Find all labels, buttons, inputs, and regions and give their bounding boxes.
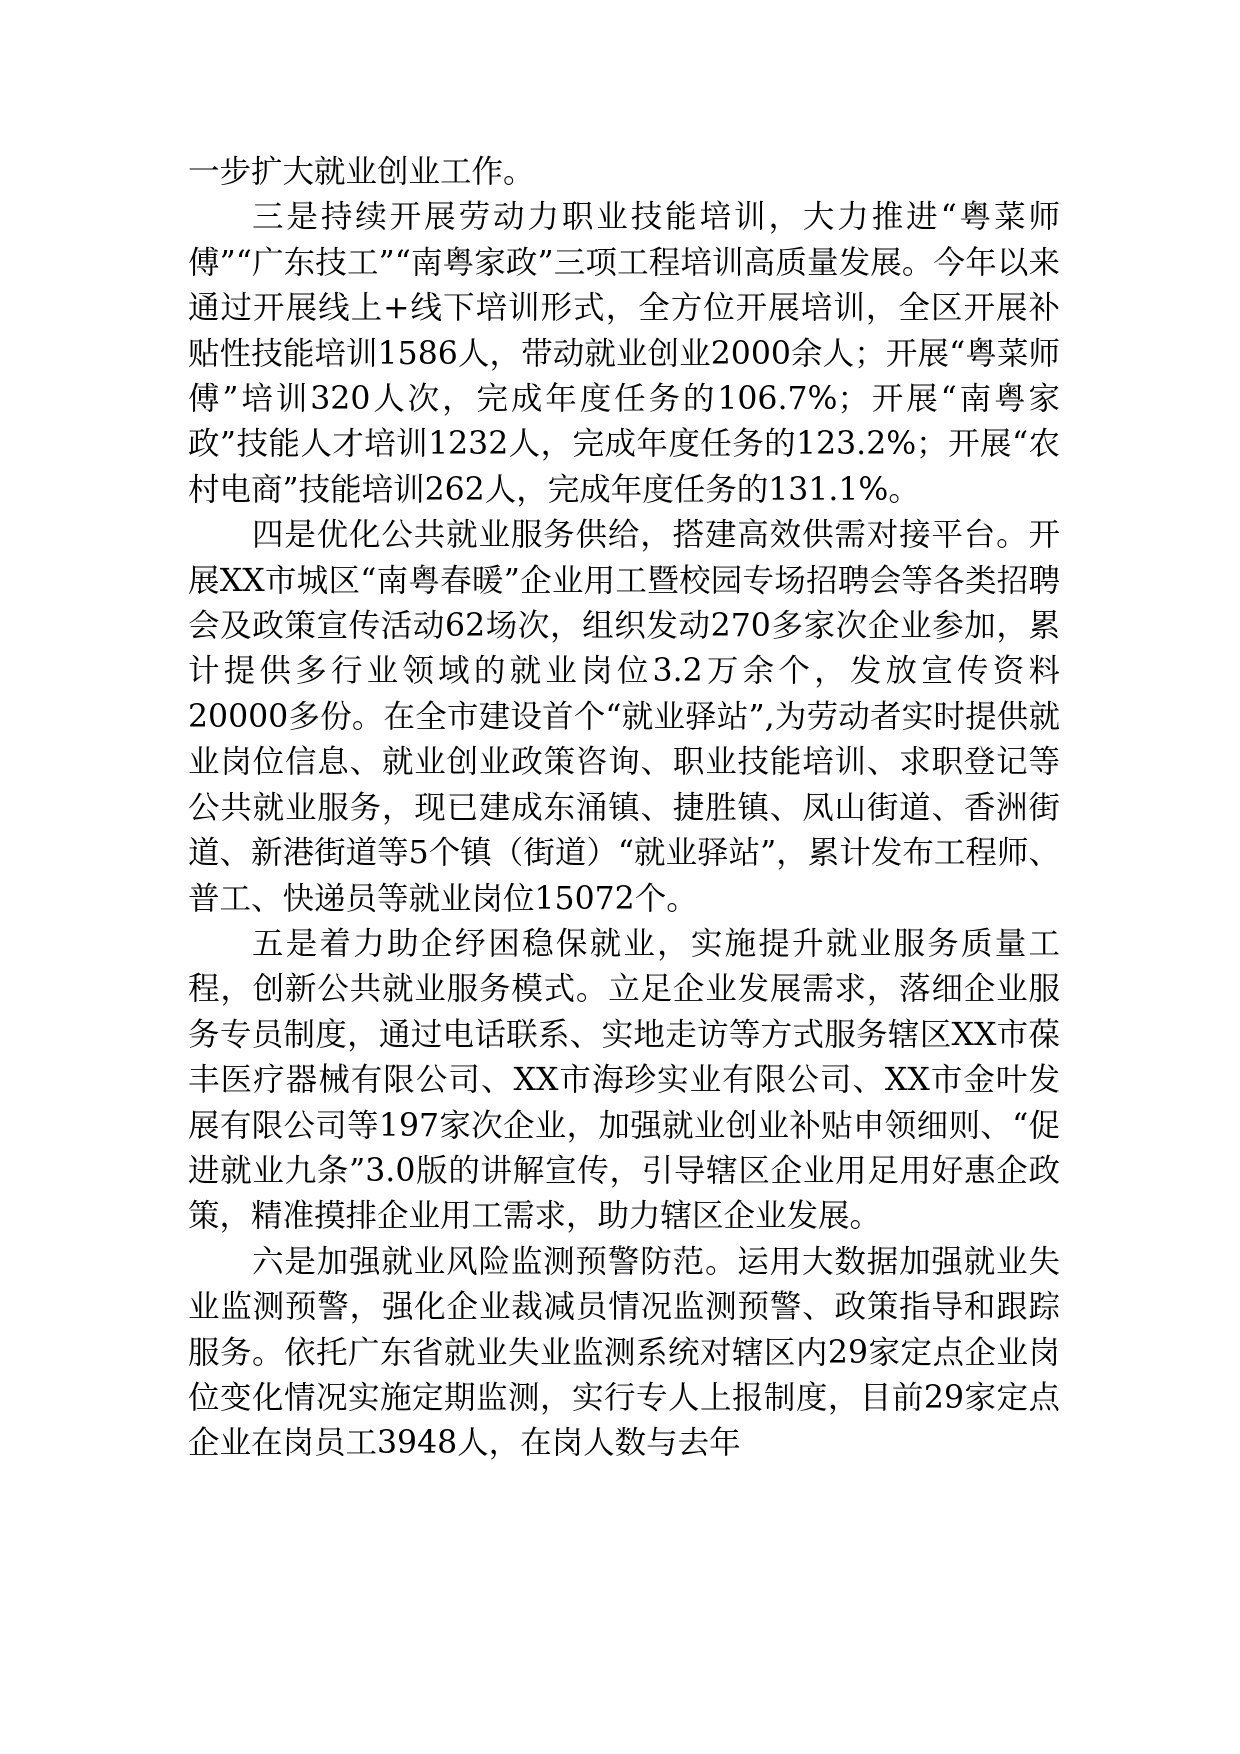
paragraph-enterprise-support: 五是着力助企纾困稳保就业，实施提升就业服务质量工程，创新公共就业服务模式。立足企业发展需求，落细企业服务专员制度，通过电话联系、实地走访等方式服务辖区XX市葆丰医疗器械有限公司、XX市海珍实业有限公司、XX市金叶发展有限公司等197家次企业，加强就业创业补贴申领细则、“促进就业九条”3.0版的讲解宣传，引导辖区企业用足用好惠企政策，精准摸排企业用工需求，助力辖区企业发展。 <box>188 925 1060 1235</box>
paragraph-employment-services: 四是优化公共就业服务供给，搭建高效供需对接平台。开展XX市城区“南粤春暖”企业用工暨校园专场招聘会等各类招聘会及政策宣传活动62场次，组织发动270多家次企业参加，累计提供多行业领域的就业岗位3.2万余个，发放宣传资料20000多份。在全市建设首个“就业驿站”,为劳动者实时提供就业岗位信息、就业创业政策咨询、职业技能培训、求职登记等公共就业服务，现已建成东涌镇、捷胜镇、凤山街道、香洲街道、新港街道等5个镇（街道）“就业驿站”，累计发布工程师、普工、快递员等就业岗位15072个。 <box>188 517 1060 917</box>
document-body <box>188 150 1060 1467</box>
paragraph-risk-monitoring: 六是加强就业风险监测预警防范。运用大数据加强就业失业监测预警，强化企业裁减员情况监测预警、政策指导和跟踪服务。依托广东省就业失业监测系统对辖区内29家定点企业岗位变化情况实施定期监测，实行专人上报制度，目前29家定点企业在岗员工3948人，在岗人数与去年 <box>188 1243 1060 1462</box>
paragraph-continuation: 一步扩大就业创业工作。 <box>188 154 535 190</box>
paragraph-skills-training: 三是持续开展劳动力职业技能培训，大力推进“粤菜师傅”“广东技工”“南粤家政”三项工程培训高质量发展。今年以来通过开展线上+线下培训形式，全方位开展培训，全区开展补贴性技能培训1586人，带动就业创业2000余人；开展“粤菜师傅”培训320人次，完成年度任务的106.7%；开展“南粤家政”技能人才培训1232人，完成年度任务的123.2%；开展“农村电商”技能培训262人，完成年度任务的131.1%。 <box>188 199 1060 508</box>
